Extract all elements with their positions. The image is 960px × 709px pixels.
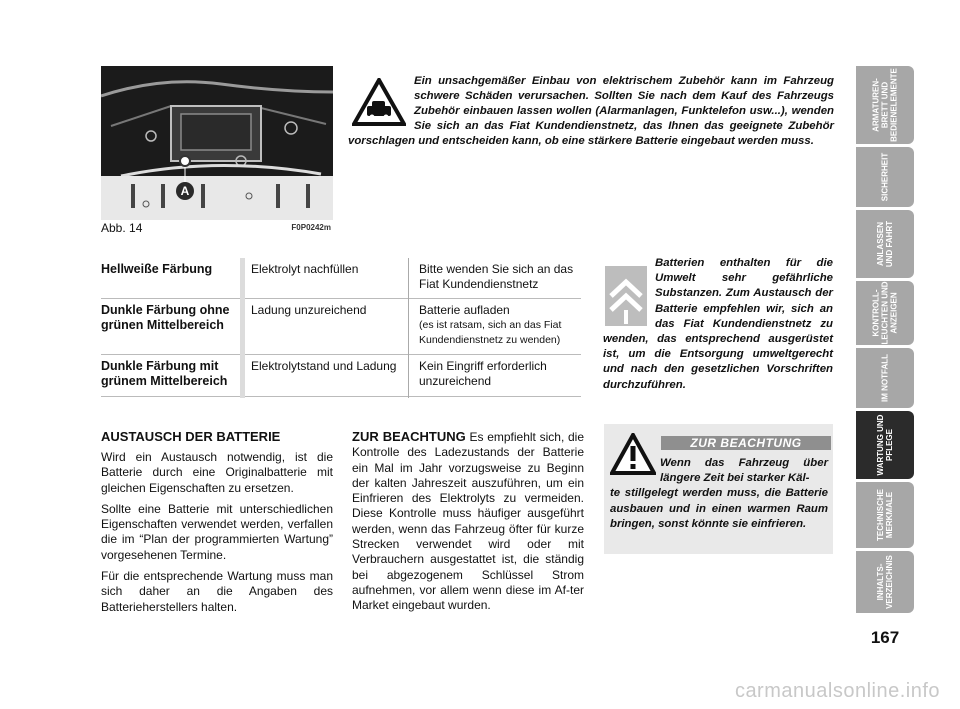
caution-header: ZUR BEACHTUNG: [661, 436, 831, 450]
tab-label: WARTUNG UND PFLEGE: [876, 414, 894, 476]
tab-armaturenbrett[interactable]: [856, 66, 914, 144]
status-action: Bitte wenden Sie sich an das Fiat Kundendienstnetz: [419, 262, 574, 291]
tab-technische-merkmale[interactable]: [856, 482, 914, 548]
table-divider: [408, 258, 409, 398]
tab-label: ARMATUREN- BRETT UND BEDIENELEMENTE: [871, 68, 899, 142]
tab-wartung-und-pflege[interactable]: [856, 411, 914, 479]
caution-text-first: Wenn das Fahrzeug über längere Zeit bei starker Käl-: [660, 457, 828, 485]
tab-label: SICHERHEIT: [880, 152, 890, 202]
note-title: ZUR BEACHTUNG: [352, 429, 466, 444]
status-meaning: Elektrolytstand und Ladung: [251, 359, 397, 373]
figure-code: F0P0242m: [291, 223, 331, 232]
caution-box: [604, 424, 833, 554]
table-row: [101, 298, 581, 355]
battery-disposal-note: [603, 256, 833, 402]
tab-label: INHALTS- VERZEICHNIS: [876, 555, 894, 609]
note-text: Es empfiehlt sich, die Kontrolle des Ladezustands der Batterie ein Mal im Jahr vorzugsweise zu Beginn der kalten Jahreszeit auszuführen, um ein Einfrieren des Elektrolyts zu vermeiden. Diese Kontrolle muss häufiger ausgeführt werden, wenn das Fahrzeug öfter für kurze Strecken verwendet wird oder mit Verbrauchern ausgestattet ist, die ständig bei abgezogenem Schlüssel Strom aufnehmen, vor allem wenn diese im Af-ter Market eingebaut wurden.: [352, 430, 584, 613]
charge-check-note: [352, 429, 584, 614]
table-divider: [240, 258, 245, 398]
status-action: Batterie aufladen: [419, 303, 510, 317]
tab-label: KONTROLL- LEUCHTEN UND ANZEIGEN: [871, 281, 899, 345]
caution-text: te stillgelegt werden muss, die Batterie ausbauen und in einen warmen Raum bringen, sonst könnte sie einfrieren.: [610, 487, 828, 530]
figure-label: Abb. 14: [101, 221, 143, 235]
figure-marker-a: A: [176, 182, 194, 200]
status-action-note: (es ist ratsam, sich an das Fiat Kundendienstnetz zu wenden): [419, 319, 562, 346]
tab-sicherheit[interactable]: [856, 147, 914, 207]
accessory-warning-text: Ein unsachgemäßer Einbau von elektrischem Zubehör kann im Fahrzeug schwere Schäden verursachen. Sollten Sie nach dem Kauf des Fahrzeugs Zubehör einbauen lassen wollen (Alarmanlagen, Funktelefon usw...), wenden Sie sich an das Fiat Kundendienstnetz, das Ihnen das geeignete Zubehör vorschlagen und entscheiden kann, ob eine stärkere Batterie eingebaut werden muss.: [348, 75, 834, 148]
section-heading: AUSTAUSCH DER BATTERIE: [101, 429, 281, 444]
tab-im-notfall[interactable]: [856, 348, 914, 408]
page-number: 167: [870, 628, 900, 647]
tab-kontrollleuchten[interactable]: [856, 281, 914, 345]
paragraph: Wird ein Austausch notwendig, ist die Batterie durch eine Originalbatterie mit gleichen Eigenschaften zu ersetzen.: [101, 450, 333, 495]
watermark: carmanualsonline.info: [734, 680, 940, 702]
figure-caption: [101, 220, 333, 236]
table-row: [101, 354, 581, 397]
status-color: Dunkle Färbung mit grünem Mittelbereich: [101, 359, 228, 388]
status-meaning: Ladung unzureichend: [251, 303, 367, 317]
tab-inhaltsverzeichnis[interactable]: [856, 551, 914, 613]
recycle-chevron-icon: [605, 266, 647, 326]
status-meaning: Elektrolyt nachfüllen: [251, 262, 359, 276]
battery-figure: [101, 66, 333, 220]
paragraph: Für die entsprechende Wartung muss man sich daher an die Angaben des Batterieherstellers halten.: [101, 569, 333, 614]
tab-anlassen[interactable]: [856, 210, 914, 278]
tab-label: IM NOTFALL: [880, 354, 890, 402]
status-color: Hellweiße Färbung: [101, 262, 213, 276]
accessory-warning: [348, 74, 834, 184]
status-color: Dunkle Färbung ohne grünen Mittelbereich: [101, 303, 230, 332]
disposal-note-text: Batterien enthalten für die Umwelt sehr gefährliche Substanzen. Zum Austausch der Batterie empfehlen wir, sich an das Fiat Kundendienstnetz zu wenden, das entsprechend ausgerüstet ist, um die Entsorgung umweltgerecht und nach den gesetzlichen Vorschriften durchzuführen.: [603, 257, 833, 391]
tab-label: TECHNISCHE MERKMALE: [876, 488, 894, 542]
battery-status-table: [101, 258, 581, 398]
status-action: Kein Eingriff erforderlich unzureichend: [419, 359, 547, 388]
battery-replacement-section: [101, 429, 333, 621]
paragraph: Sollte eine Batterie mit unterschiedlichen Eigenschaften verwendet werden, verfallen die im “Plan der programmierten Wartung” vorgesehenen Termine.: [101, 501, 333, 562]
table-row: [101, 258, 581, 299]
warning-car-icon: [352, 78, 406, 126]
tab-label: ANLASSEN UND FAHRT: [876, 220, 894, 268]
